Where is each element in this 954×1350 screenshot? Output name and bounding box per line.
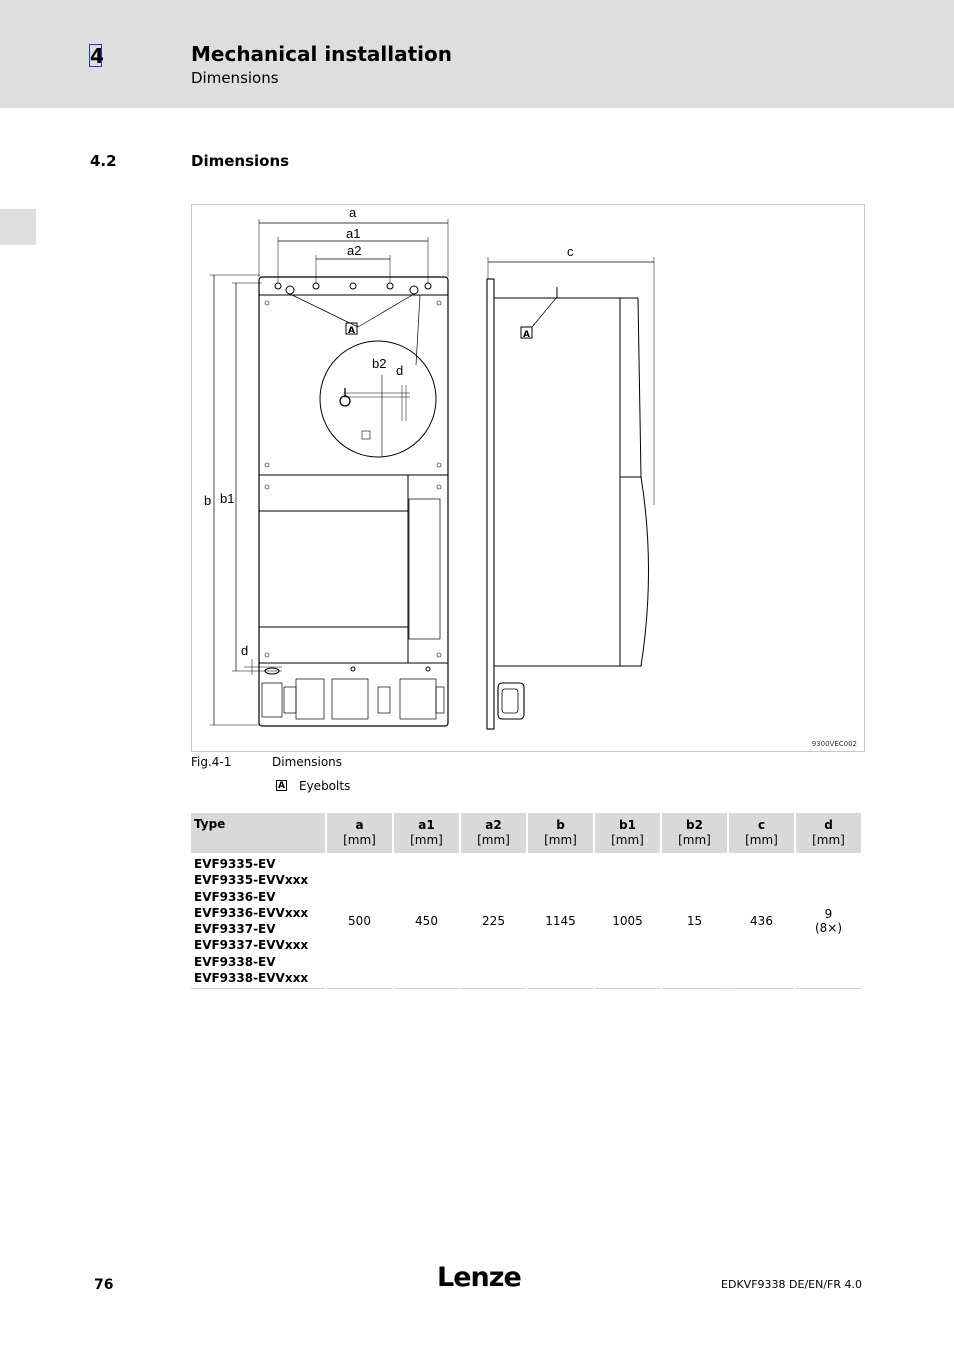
header-a: a [mm]: [327, 813, 392, 853]
drawing-svg: [192, 205, 864, 751]
header-b1: b1 [mm]: [595, 813, 660, 853]
header-d: d [mm]: [796, 813, 861, 853]
chapter-subtitle: Dimensions: [191, 69, 279, 87]
dimensions-table: [189, 813, 863, 989]
label-b2: b2: [372, 356, 387, 371]
type-item: EVF9337-EVVxxx: [194, 938, 309, 953]
header-a2: a2 [mm]: [461, 813, 526, 853]
type-item: EVF9338-EVVxxx: [194, 971, 309, 986]
header-b: b [mm]: [528, 813, 593, 853]
value-c: 436: [729, 853, 794, 989]
lenze-logo: Lenze: [437, 1262, 521, 1293]
type-list: [191, 853, 325, 989]
type-item: EVF9335-EVVxxx: [194, 873, 309, 888]
label-b: b: [204, 493, 212, 508]
page-header: [0, 0, 954, 108]
label-a: a: [349, 205, 357, 220]
section-title: Dimensions: [191, 152, 290, 170]
value-d: 9 (8×): [796, 853, 861, 989]
type-item: EVF9336-EV: [194, 889, 276, 904]
value-b: 1145: [528, 853, 593, 989]
type-item: EVF9336-EVVxxx: [194, 905, 309, 920]
type-item: EVF9337-EV: [194, 922, 276, 937]
figure-caption-number: Fig.4-1: [191, 755, 232, 769]
label-a2: a2: [347, 243, 362, 258]
document-id: EDKVF9338 DE/EN/FR 4.0: [721, 1278, 862, 1291]
header-c: c [mm]: [729, 813, 794, 853]
section-number: 4.2: [90, 152, 117, 170]
header-b2: b2 [mm]: [662, 813, 727, 853]
page-number: 76: [94, 1277, 114, 1293]
value-a1: 450: [394, 853, 459, 989]
header-type: Type: [191, 813, 325, 853]
label-a1: a1: [346, 226, 361, 241]
value-a2: 225: [461, 853, 526, 989]
type-item: EVF9335-EV: [194, 857, 276, 871]
label-c: c: [567, 244, 574, 259]
table-header-row: [191, 813, 861, 853]
legend-key: A: [276, 780, 287, 791]
header-a1: a1 [mm]: [394, 813, 459, 853]
label-d-detail: d: [396, 363, 404, 378]
legend-text: Eyebolts: [299, 779, 351, 793]
marker-a-front: A: [348, 326, 355, 336]
value-b2: 15: [662, 853, 727, 989]
chapter-number: 4: [90, 44, 104, 68]
figure-code: 9300VEC002: [811, 740, 857, 748]
marker-a-side: A: [523, 330, 530, 340]
label-d: d: [241, 643, 249, 658]
figure-caption-text: Dimensions: [272, 755, 343, 769]
type-item: EVF9338-EV: [194, 954, 276, 969]
dimension-drawing: [191, 204, 865, 752]
value-a: 500: [327, 853, 392, 989]
chapter-side-tab: [0, 209, 36, 245]
value-b1: 1005: [595, 853, 660, 989]
chapter-title: Mechanical installation: [191, 42, 452, 66]
table-row: [191, 853, 861, 989]
label-b1: b1: [220, 491, 235, 506]
